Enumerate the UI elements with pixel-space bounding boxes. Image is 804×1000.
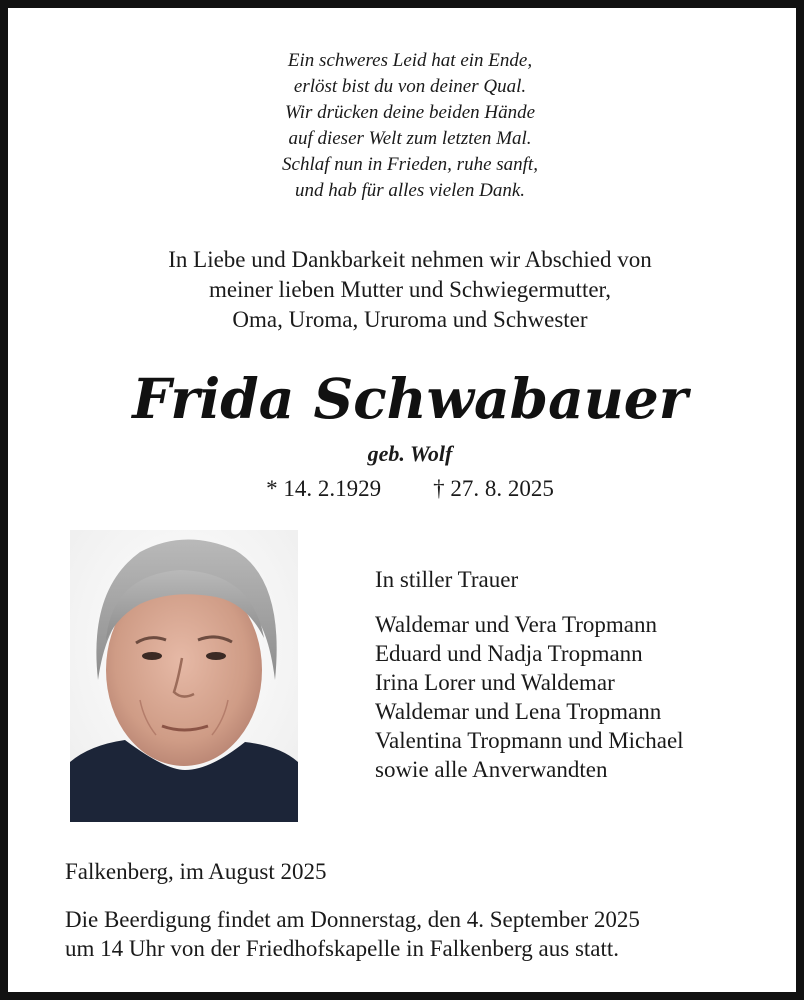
poem-line: und hab für alles vielen Dank. [294, 180, 526, 201]
funeral-line: um 14 Uhr von der Friedhofskapelle in Falkenberg aus statt. [65, 936, 620, 961]
life-dates [8, 474, 804, 504]
portrait-photo [70, 530, 298, 822]
intro-line: Oma, Uroma, Ururoma und Schwester [232, 307, 588, 332]
poem-line: auf dieser Welt zum letzten Mal. [288, 128, 532, 149]
mourner-name: Eduard und Nadja Tropmann [375, 641, 643, 666]
birth-name: geb. Wolf [367, 441, 453, 466]
memorial-poem [8, 48, 804, 204]
intro-line: In Liebe und Dankbarkeit nehmen wir Abschied von [168, 247, 652, 272]
intro-line: meiner lieben Mutter und Schwiegermutter, [208, 277, 612, 302]
place-and-date: Falkenberg, im August 2025 [65, 859, 327, 884]
poem-line: erlöst bist du von deiner Qual. [293, 76, 527, 97]
poem-line: Ein schweres Leid hat ein Ende, [287, 50, 533, 71]
portrait-image [70, 530, 298, 822]
deceased-name: Frida Schwabauer [132, 366, 688, 431]
mourning-heading: In stiller Trauer [375, 567, 519, 592]
death-date: † 27. 8. 2025 [433, 476, 554, 501]
mourner-name: Valentina Tropmann und Michael [375, 728, 684, 753]
poem-line: Wir drücken deine beiden Hände [284, 102, 536, 123]
mourner-name: Waldemar und Vera Tropmann [375, 612, 657, 637]
funeral-notice [65, 905, 785, 963]
mourner-name: Waldemar und Lena Tropmann [375, 699, 662, 724]
poem-line: Schlaf nun in Frieden, ruhe sanft, [282, 154, 538, 175]
farewell-intro [8, 245, 804, 335]
birth-date: * 14. 2.1929 [266, 476, 382, 501]
funeral-line: Die Beerdigung findet am Donnerstag, den 4. September 2025 [65, 907, 640, 932]
mourners-block [375, 565, 795, 784]
mourner-name: Irina Lorer und Waldemar [375, 670, 615, 695]
mourner-name: sowie alle Anverwandten [375, 757, 608, 782]
